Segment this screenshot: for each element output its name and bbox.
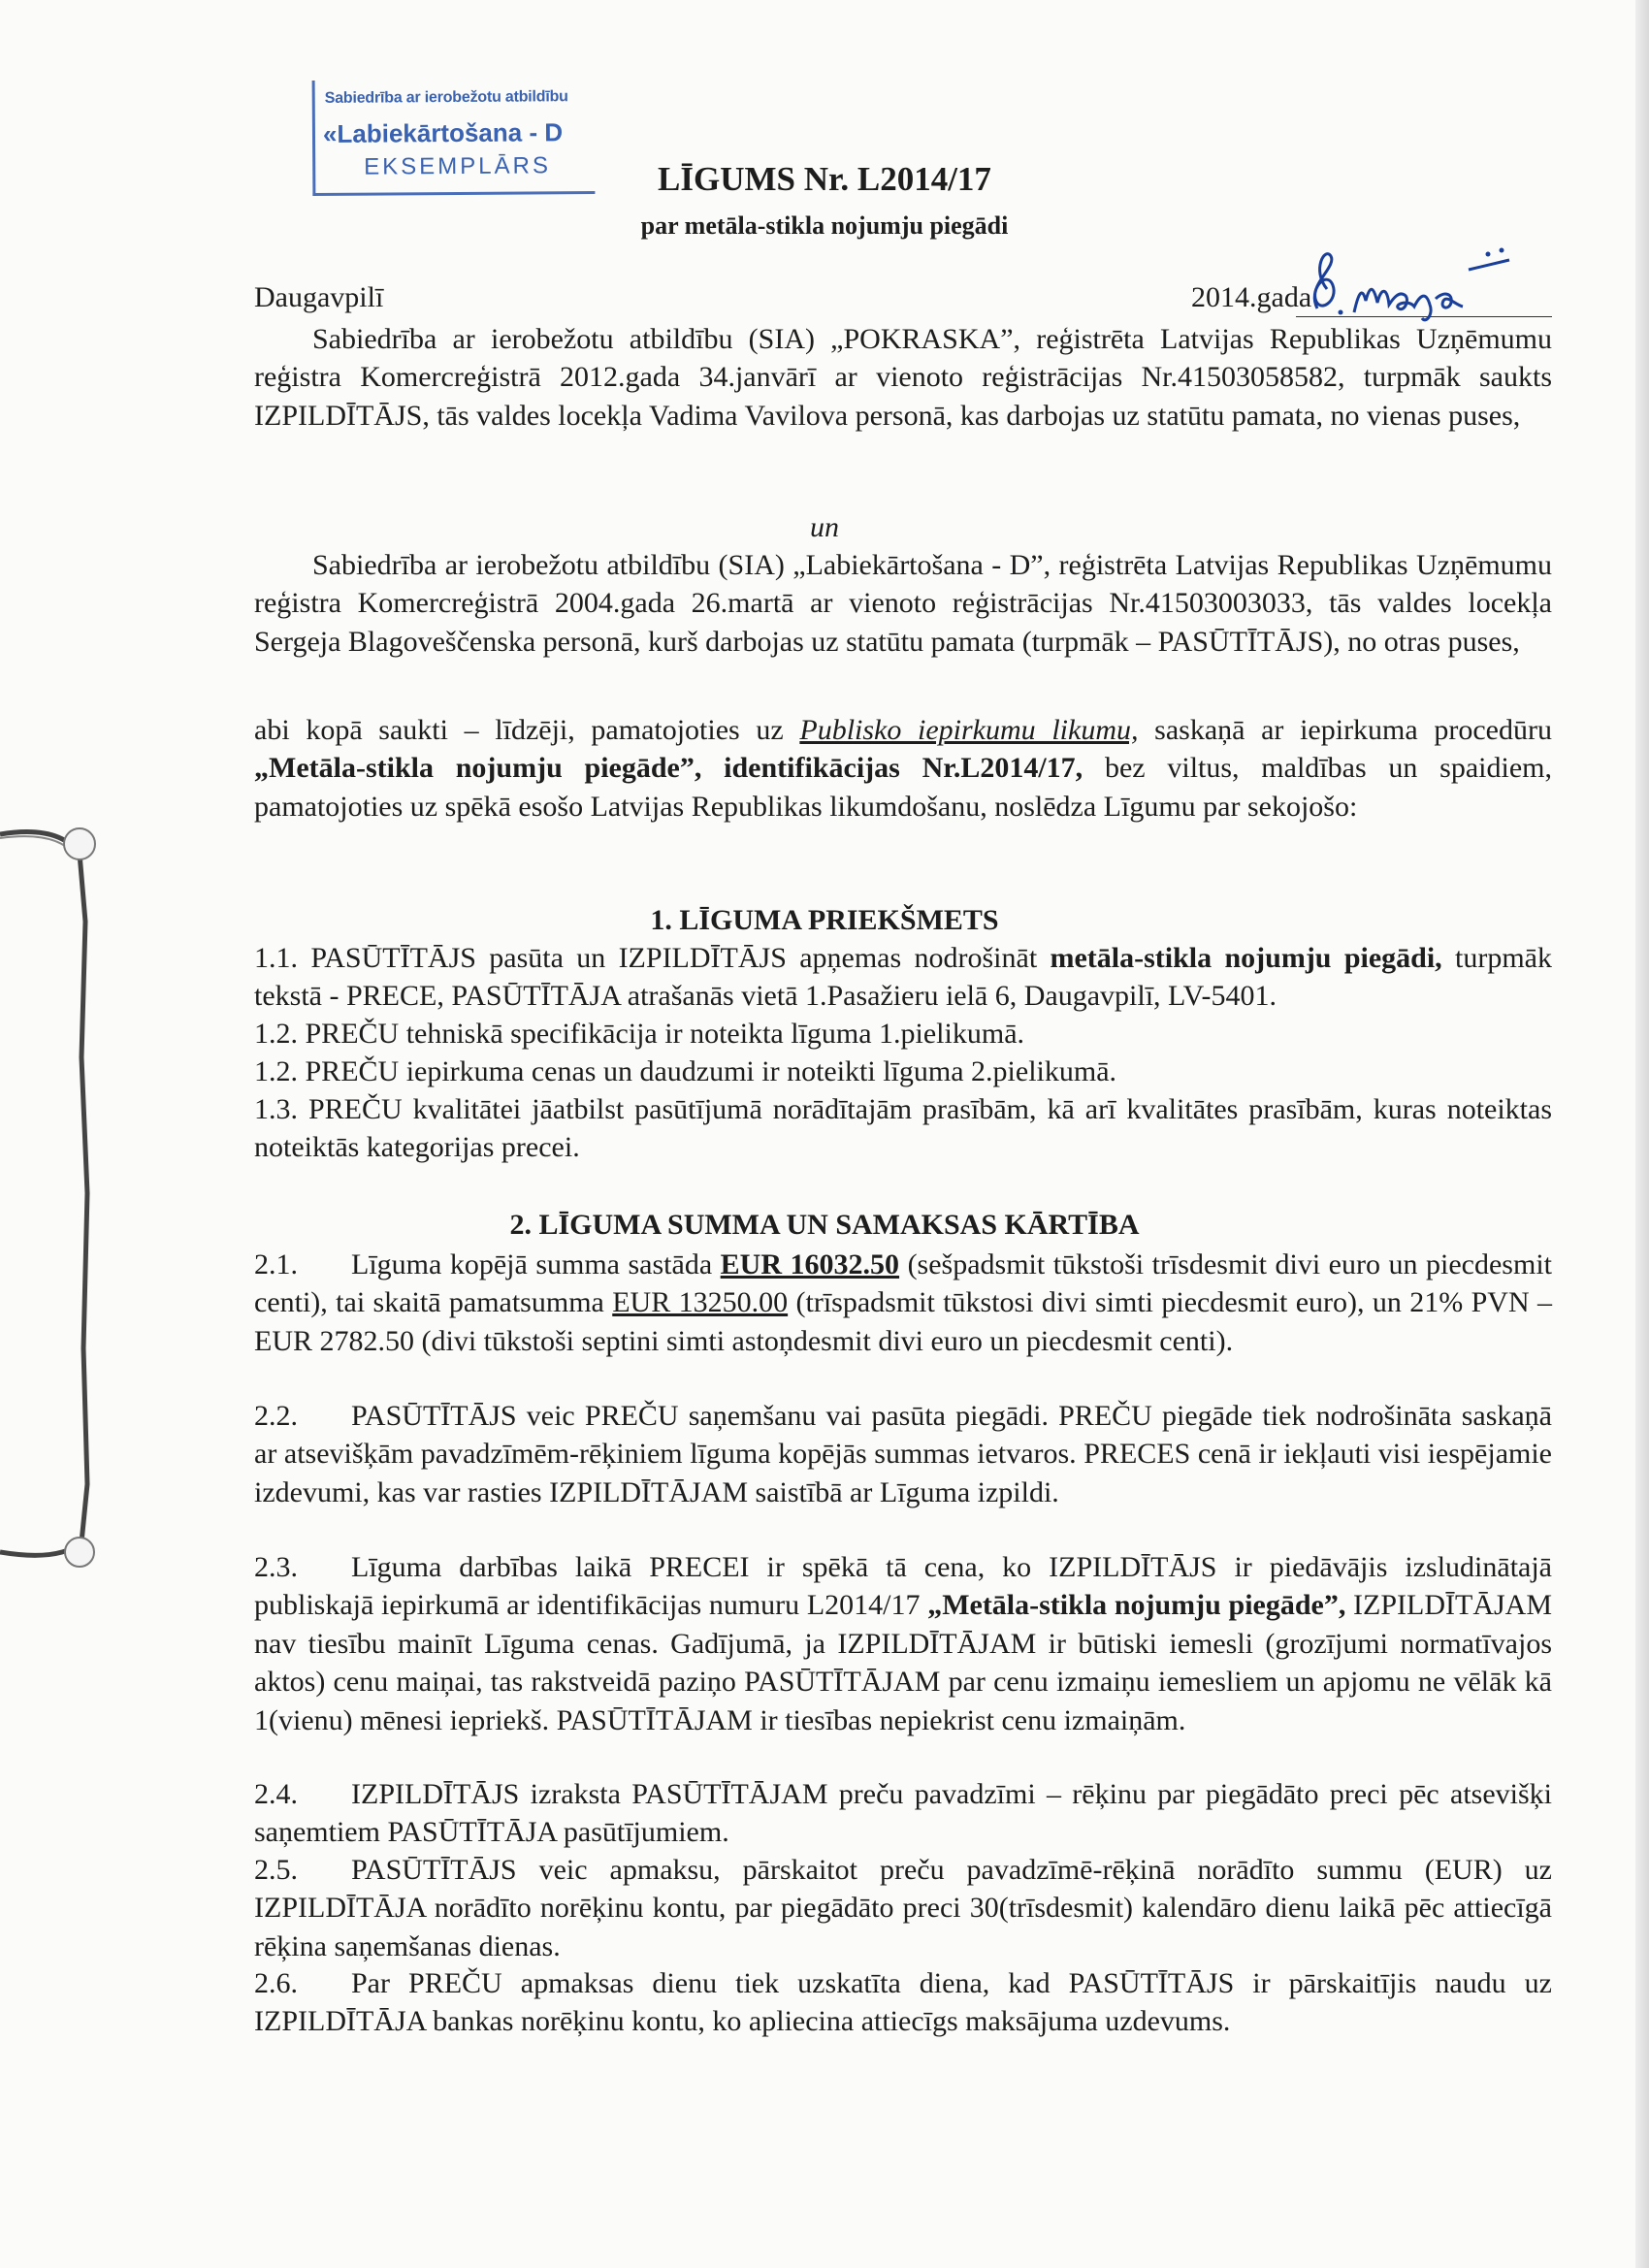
preamble-law: Publisko iepirkumu likumu, bbox=[799, 714, 1139, 746]
preamble-both-b: saskaņā ar iepirkuma procedūru bbox=[1138, 714, 1552, 746]
clause-2-3 bbox=[254, 1548, 1552, 1739]
clause-2-1-number: 2.1. bbox=[254, 1248, 298, 1280]
preamble-and: un bbox=[810, 511, 839, 543]
section-1-heading: 1. LĪGUMA PRIEKŠMETS bbox=[650, 904, 999, 936]
clause-2-5 bbox=[254, 1851, 1552, 1965]
preamble-both-a: abi kopā saukti – līdzēji, pamatojoties uz bbox=[254, 714, 800, 746]
clause-2-4 bbox=[254, 1775, 1552, 1852]
handwritten-date bbox=[1298, 231, 1560, 328]
clause-2-3-number: 2.3. bbox=[254, 1551, 298, 1583]
city: Daugavpilī bbox=[254, 281, 384, 313]
clause-2-2 bbox=[254, 1397, 1552, 1511]
preamble-both-c: bez viltus, maldības un spaidiem, pamatojoties uz spēkā esošo Latvijas Republikas likumdošanu, noslēdza Līgumu par sekojošo: bbox=[254, 752, 1552, 823]
clause-2-2-number: 2.2. bbox=[254, 1400, 298, 1432]
clause-1-2b: 1.2. PREČU iepirkuma cenas un daudzumi ir noteikti līguma 2.pielikumā. bbox=[254, 1055, 1117, 1087]
stamp-line-1: Sabiedrība ar ierobežotu atbildību bbox=[324, 88, 568, 107]
clause-2-3-a: Līguma darbības laikā PRECEI ir spēkā tā cena, ko IZPILDĪTĀJS ir piedāvājis izsludinātajā publiskajā iepirkumā ar identifikācijas numuru L2014/17 bbox=[254, 1551, 1552, 1622]
clause-2-3-c: IZPILDĪTĀJAM nav tiesību mainīt Līguma cenas. Gadījumā, ja IZPILDĪTĀJAM ir būtiski iemesli (grozījumi normatīvajos aktos) cenu maiņai, tas rakstveidā paziņo PASŪTĪTĀJAM par cenu izmaiņu iemesliem un apjomu ne vēlāk kā 1(vienu) mēnesi iepriekš. PASŪTĪTĀJAM ir tiesības nepiekrist cenu izmaiņām. bbox=[254, 1589, 1553, 1736]
clause-1-1 bbox=[254, 939, 1552, 1016]
stamp-line-3: EKSEMPLĀRS bbox=[364, 152, 552, 180]
clause-2-6-number: 2.6. bbox=[254, 1967, 298, 1999]
clause-2-1-b: (sešpadsmit tūkstoši trīsdesmit divi euro un piecdesmit centi), tai skaitā pamatsumma bbox=[254, 1248, 1552, 1319]
contract-total: EUR 16032.50 bbox=[720, 1248, 900, 1280]
clause-2-1 bbox=[254, 1246, 1552, 1360]
clause-2-6 bbox=[254, 1964, 1552, 2041]
clause-2-1-c: (trīspadsmit tūkstosi divi simti piecdesmit euro), un 21% PVN – EUR 2782.50 (divi tūkstoši septini simti astoņdesmit divi euro un piecdesmit centi). bbox=[254, 1286, 1553, 1357]
clause-2-4-text: IZPILDĪTĀJS izraksta PASŪTĪTĀJAM preču pavadzīmi – rēķinu par piegādāto preci pēc atsevišķi saņemtiem PASŪTĪTĀJA pasūtījumiem. bbox=[254, 1778, 1552, 1849]
clause-1-1-b: metāla-stikla nojumju piegādi, bbox=[1050, 942, 1442, 974]
section-2-heading: 2. LĪGUMA SUMMA UN SAMAKSAS KĀRTĪBA bbox=[509, 1209, 1140, 1241]
clause-1-2: 1.2. PREČU tehniskā specifikācija ir noteikta līguma 1.pielikumā. bbox=[254, 1018, 1025, 1050]
clause-2-4-number: 2.4. bbox=[254, 1778, 298, 1810]
clause-1-1-a: 1.1. PASŪTĪTĀJS pasūta un IZPILDĪTĀJS apņemas nodrošināt bbox=[254, 942, 1051, 974]
clause-2-5-text: PASŪTĪTĀJS veic apmaksu, pārskaitot preču pavadzīmē-rēķinā norādīto summu (EUR) uz IZPILDĪTĀJA norādīto norēķinu kontu, par piegādāto preci 30(trīsdesmit) kalendāro dienu laikā pēc attiecīgā rēķina saņemšanas dienas. bbox=[254, 1854, 1552, 1962]
clause-2-2-text: PASŪTĪTĀJS veic PREČU saņemšanu vai pasūta piegādi. PREČU piegāde tiek nodrošināta saskaņā ar atsevišķām pavadzīmēm-rēķiniem līguma kopējās summas ietvaros. PRECES cenā ir iekļauti visi iespējamie izdevumi, kas var rasties IZPILDĪTĀJAM saistībā ar Līguma izpildi. bbox=[254, 1400, 1552, 1508]
document-subtitle: par metāla-stikla nojumju piegādi bbox=[640, 211, 1009, 240]
preamble-party2: Sabiedrība ar ierobežotu atbildību (SIA) „Labiekārtošana - D”, reģistrēta Latvijas Republikas Uzņēmumu reģistra Komercreģistrā 2004.gada 26.martā ar vienoto reģistrācijas Nr.41503003033, tās valdes locekļa Sergeja Blagoveščenska personā, kurš darbojas uz statūtu pamata (turpmāk – PASŪTĪTĀJS), no otras puses, bbox=[254, 549, 1552, 658]
preamble-party1: Sabiedrība ar ierobežotu atbildību (SIA) „POKRASKA”, reģistrēta Latvijas Republikas Uzņēmumu reģistra Komercreģistrā 2012.gada 34.janvārī ar vienoto reģistrācijas Nr.41503058582, turpmāk saukts IZPILDĪTĀJS, tās valdes locekļa Vadima Vavilova personā, kas darbojas uz statūtu pamata, no vienas puses, bbox=[254, 323, 1552, 432]
date-label: 2014.gada bbox=[1191, 281, 1312, 313]
clause-1-3: 1.3. PREČU kvalitātei jāatbilst pasūtījumā norādītajām prasībām, kā arī kvalitātes prasībām, kuras noteiktas noteiktās kategorijas precei. bbox=[254, 1093, 1552, 1164]
document-title: LĪGUMS Nr. L2014/17 bbox=[658, 160, 991, 198]
contract-base-sum: EUR 13250.00 bbox=[612, 1286, 789, 1319]
clause-2-1-a: Līguma kopējā summa sastāda bbox=[351, 1248, 721, 1280]
clause-1-1-c: turpmāk tekstā - PRECE, PASŪTĪTĀJA atrašanās vietā 1.Pasažieru ielā 6, Daugavpilī, LV-5401. bbox=[254, 942, 1552, 1013]
stamp-line-2: «Labiekārtošana - D bbox=[322, 117, 564, 148]
clause-2-5-number: 2.5. bbox=[254, 1854, 298, 1886]
page-edge bbox=[1635, 0, 1649, 2268]
clause-2-6-text: Par PREČU apmaksas dienu tiek uzskatīta diena, kad PASŪTĪTĀJS ir pārskaitījis naudu uz IZPILDĪTĀJA bankas norēķinu kontu, ko apliecina attiecīgs maksājuma uzdevums. bbox=[254, 1967, 1552, 2038]
clause-2-3-b: „Metāla-stikla nojumju piegāde”, bbox=[927, 1589, 1346, 1622]
preamble-both bbox=[254, 711, 1552, 826]
preamble-procedure: „Metāla-stikla nojumju piegāde”, identifikācijas Nr.L2014/17, bbox=[254, 752, 1083, 785]
